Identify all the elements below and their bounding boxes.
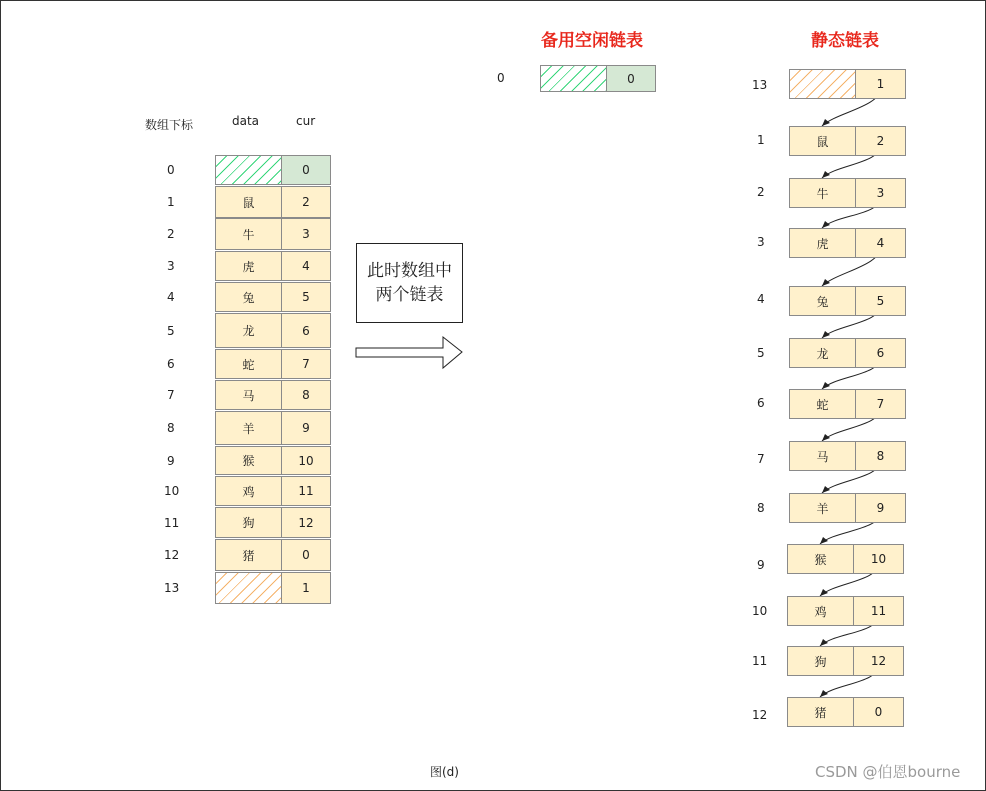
array-cur-cell: 1 xyxy=(281,572,331,604)
array-data-cell: 马 xyxy=(215,380,282,410)
array-data-cell: 猴 xyxy=(215,446,282,475)
array-index-label: 5 xyxy=(167,323,175,338)
node-index-label: 5 xyxy=(757,346,765,360)
node-index-label: 8 xyxy=(757,501,765,515)
watermark: CSDN @伯恩bourne xyxy=(815,763,961,781)
array-index-label: 2 xyxy=(167,227,175,241)
note-line-1: 此时数组中 xyxy=(367,261,452,281)
arrowhead-icon xyxy=(822,279,830,286)
node-data-cell: 蛇 xyxy=(789,389,856,419)
array-cur-cell: 0 xyxy=(281,539,331,571)
node-cur-cell: 1 xyxy=(855,69,906,99)
node-index-label: 1 xyxy=(757,133,765,147)
node-index-label: 9 xyxy=(757,558,765,572)
array-cur-cell: 7 xyxy=(281,349,331,379)
spare-list-title: 备用空闲链表 xyxy=(541,31,643,51)
array-cur-cell: 2 xyxy=(281,186,331,218)
array-index-label: 6 xyxy=(167,357,175,371)
node-index-label: 4 xyxy=(757,292,765,306)
array-index-label: 10 xyxy=(164,484,180,498)
node-cur-cell: 10 xyxy=(853,544,904,574)
arrowhead-icon xyxy=(822,171,830,178)
array-cur-cell: 9 xyxy=(281,411,331,445)
node-data-cell: 龙 xyxy=(789,338,856,368)
array-data-cell: 蛇 xyxy=(215,349,282,379)
arrowhead-icon xyxy=(822,221,830,228)
node-data-cell xyxy=(789,69,856,99)
right-arrow-icon xyxy=(356,337,462,368)
arrowhead-icon xyxy=(822,331,830,338)
array-data-cell: 龙 xyxy=(215,313,282,348)
node-cur-cell: 12 xyxy=(853,646,904,676)
array-cur-cell: 3 xyxy=(281,218,331,250)
arrowhead-icon xyxy=(820,537,828,544)
node-cur-cell: 2 xyxy=(855,126,906,156)
node-data-cell: 牛 xyxy=(789,178,856,208)
node-index-label: 11 xyxy=(752,654,768,668)
array-index-label: 0 xyxy=(167,163,175,177)
arrowhead-icon xyxy=(820,589,828,596)
node-cur-cell: 5 xyxy=(855,286,906,316)
node-cur-cell: 4 xyxy=(855,228,906,258)
arrowhead-icon xyxy=(822,119,830,126)
node-cur-cell: 7 xyxy=(855,389,906,419)
node-index-label: 3 xyxy=(757,235,765,249)
array-cur-header: cur xyxy=(296,114,316,128)
node-data-cell: 狗 xyxy=(787,646,854,676)
array-cur-cell: 10 xyxy=(281,446,331,475)
array-cur-cell: 5 xyxy=(281,282,331,312)
node-data-cell: 马 xyxy=(789,441,856,471)
node-cur-cell: 0 xyxy=(853,697,904,727)
array-index-label: 12 xyxy=(164,548,180,562)
array-data-cell: 虎 xyxy=(215,251,282,281)
node-cur-cell: 8 xyxy=(855,441,906,471)
array-index-header: 数组下标 xyxy=(145,118,194,132)
array-data-cell: 鼠 xyxy=(215,186,282,218)
arrowhead-icon xyxy=(822,382,830,389)
node-index-label: 6 xyxy=(757,396,765,410)
spare-list-index: 0 xyxy=(497,71,505,85)
array-data-header: data xyxy=(232,114,260,128)
note-line-2: 两个链表 xyxy=(375,285,444,305)
array-index-label: 4 xyxy=(167,290,175,304)
node-data-cell: 鼠 xyxy=(789,126,856,156)
array-data-cell: 兔 xyxy=(215,282,282,312)
node-data-cell: 猪 xyxy=(787,697,854,727)
spare-list-data-cell xyxy=(540,65,607,92)
node-cur-cell: 11 xyxy=(853,596,904,626)
node-cur-cell: 9 xyxy=(855,493,906,523)
node-index-label: 7 xyxy=(757,452,765,466)
node-data-cell: 猴 xyxy=(787,544,854,574)
array-index-label: 7 xyxy=(167,388,175,402)
arrowhead-icon xyxy=(820,639,828,646)
node-data-cell: 兔 xyxy=(789,286,856,316)
node-index-label: 10 xyxy=(752,604,768,618)
figure-caption: 图(d) xyxy=(430,765,459,779)
array-index-label: 13 xyxy=(164,581,180,595)
array-data-cell: 猪 xyxy=(215,539,282,571)
arrowhead-icon xyxy=(822,486,830,493)
node-data-cell: 虎 xyxy=(789,228,856,258)
node-index-label: 2 xyxy=(757,185,765,199)
node-data-cell: 鸡 xyxy=(787,596,854,626)
array-index-label: 8 xyxy=(167,421,175,435)
array-cur-cell: 4 xyxy=(281,251,331,281)
arrowhead-icon xyxy=(822,434,830,441)
static-list-title: 静态链表 xyxy=(811,31,879,51)
array-index-label: 11 xyxy=(164,515,180,530)
arrowhead-icon xyxy=(820,690,828,697)
array-cur-cell: 6 xyxy=(281,313,331,348)
array-cur-cell: 0 xyxy=(281,155,331,185)
node-index-label: 13 xyxy=(752,78,768,92)
array-cur-cell: 12 xyxy=(281,507,331,538)
node-index-label: 12 xyxy=(752,708,768,722)
node-cur-cell: 6 xyxy=(855,338,906,368)
array-index-label: 1 xyxy=(167,195,175,209)
node-data-cell: 羊 xyxy=(789,493,856,523)
node-cur-cell: 3 xyxy=(855,178,906,208)
array-index-label: 9 xyxy=(167,453,175,468)
array-data-cell: 鸡 xyxy=(215,476,282,506)
array-cur-cell: 11 xyxy=(281,476,331,506)
array-data-cell: 牛 xyxy=(215,218,282,250)
spare-list-cur-cell: 0 xyxy=(606,65,656,92)
array-cur-cell: 8 xyxy=(281,380,331,410)
array-data-cell: 羊 xyxy=(215,411,282,445)
array-data-cell: 狗 xyxy=(215,507,282,538)
array-index-label: 3 xyxy=(167,259,175,273)
